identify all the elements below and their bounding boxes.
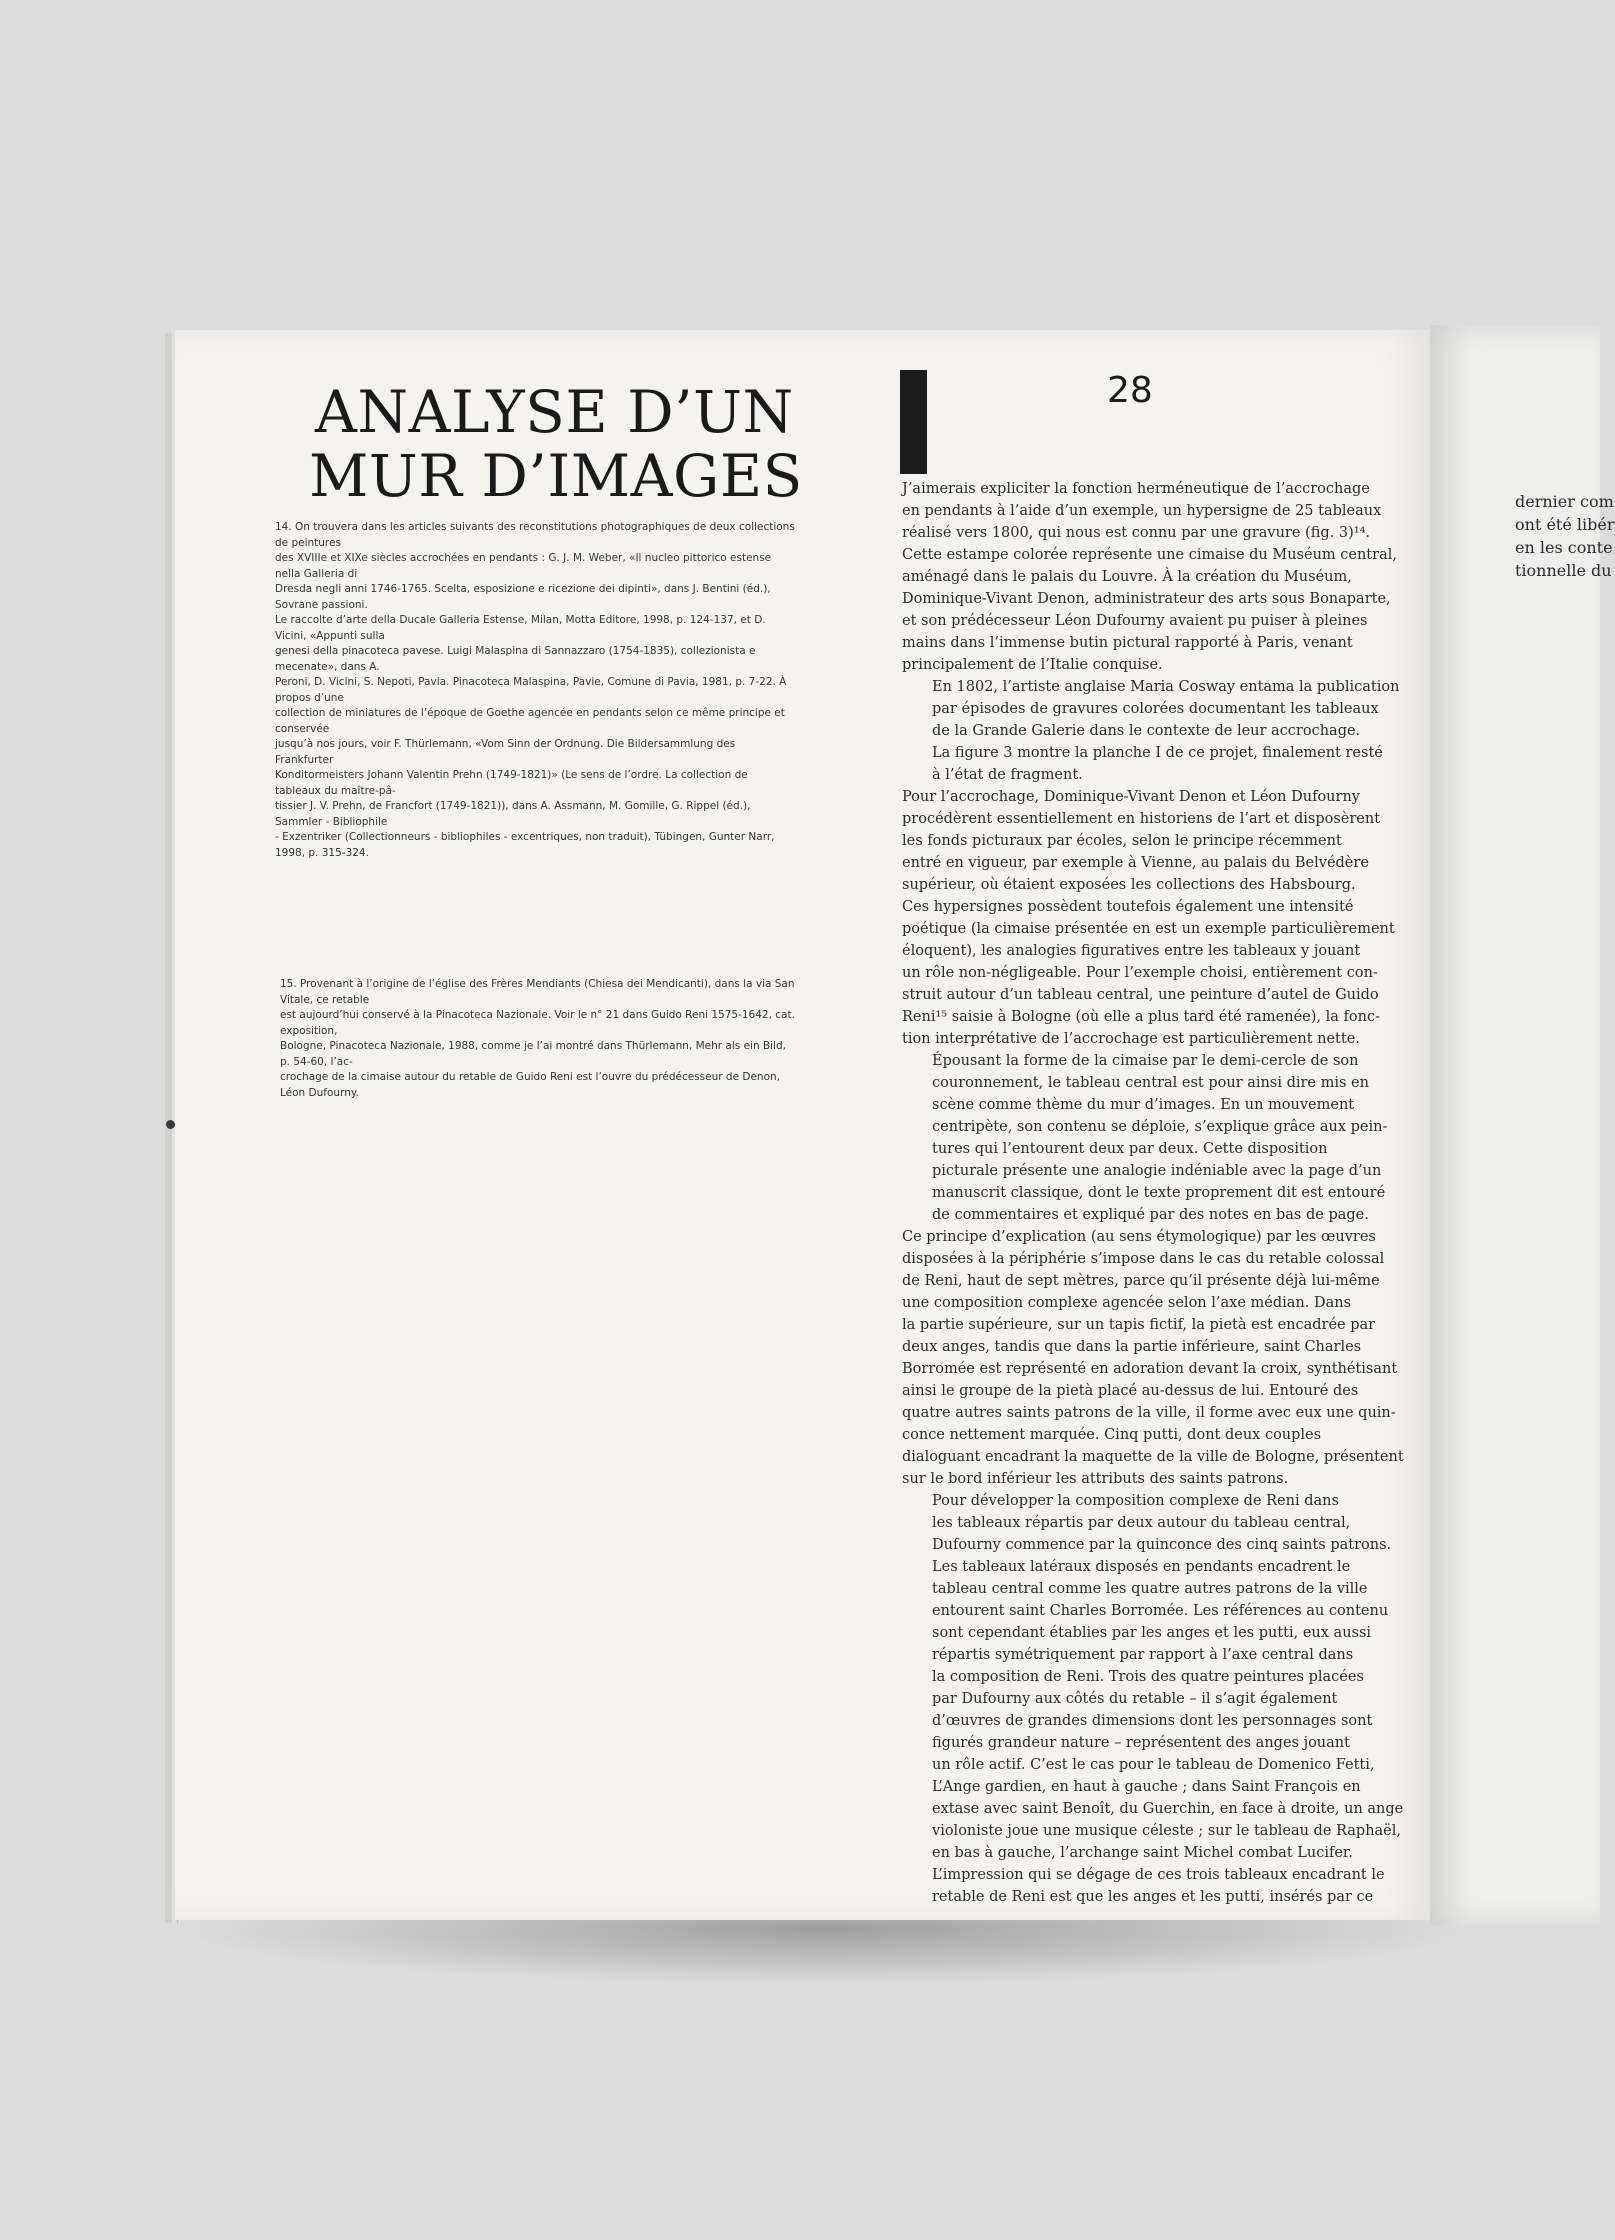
body-line: de commentaires et expliqué par des notes en bas de page. bbox=[932, 1207, 1369, 1223]
text-line: jusqu’à nos jours, voir F. Thürlemann, «Vom Sinn der Ordnung. Die Bildersammlung des Frankfurter bbox=[275, 738, 736, 766]
title-line-1: ANALYSE D’UN bbox=[315, 378, 794, 446]
page-number: 28 bbox=[1107, 370, 1153, 411]
body-line: centripète, son contenu se déploie, s’explique grâce aux pein- bbox=[932, 1119, 1388, 1135]
body-line: d’œuvres de grandes dimensions dont les personnages sont bbox=[932, 1713, 1373, 1729]
body-line: extase avec saint Benoît, du Guerchin, en face à droite, un ange bbox=[932, 1801, 1404, 1817]
body-line: poétique (la cimaise présentée en est un exemple particulièrement bbox=[902, 921, 1395, 937]
body-line: la composition de Reni. Trois des quatre peintures placées bbox=[932, 1669, 1364, 1685]
right-page-line: en les conte bbox=[1515, 538, 1613, 557]
text-line: 15. Provenant à l’origine de l’église des Frères Mendiants (Chiesa dei Mendicanti), dans la via San Vitale, ce retable bbox=[280, 978, 795, 1006]
text-line: Le raccolte d’arte della Ducale Galleria Estense, Milan, Motta Editore, 1998, p. 124-137, et D. Vicini, «Appunti sulla bbox=[275, 614, 766, 642]
text-line: Peroni, D. Vicini, S. Nepoti, Pavia. Pinacoteca Malaspina, Pavie, Comune di Pavia, 1981, p. 7-22. À propos d’une bbox=[275, 676, 787, 704]
text-line: - Exzentriker (Collectionneurs - bibliophiles - excentriques, non traduit), Tübingen, Gunter Narr, 1998, p. 315-324. bbox=[275, 831, 775, 859]
body-line: Les tableaux latéraux disposés en pendants encadrent le bbox=[932, 1559, 1351, 1575]
body-line: Borromée est représenté en adoration devant la croix, synthétisant bbox=[902, 1361, 1398, 1377]
body-line: Dominique-Vivant Denon, administrateur des arts sous Bonaparte, bbox=[902, 591, 1391, 607]
text-line: des XVIIIe et XIXe siècles accrochées en pendants : G. J. M. Weber, «Il nucleo pittorico estense nella Galleria di bbox=[275, 552, 772, 580]
body-line: procédèrent essentiellement en historiens de l’art et disposèrent bbox=[902, 811, 1381, 827]
footnote-15 bbox=[280, 977, 795, 1101]
body-line: un rôle non-négligeable. Pour l’exemple choisi, entièrement con- bbox=[902, 965, 1378, 981]
body-line: et son prédécesseur Léon Dufourny avaient pu puiser à pleines bbox=[902, 613, 1368, 629]
text-line: Konditormeisters Johann Valentin Prehn (1749-1821)» (Le sens de l’ordre. La collection de tableaux du maître-pâ- bbox=[275, 769, 748, 797]
body-line: Pour développer la composition complexe de Reni dans bbox=[932, 1493, 1339, 1509]
body-line: supérieur, où étaient exposées les collections des Habsbourg. bbox=[902, 877, 1356, 893]
body-line: tures qui l’entourent deux par deux. Cette disposition bbox=[932, 1141, 1328, 1157]
footnote-14 bbox=[275, 520, 795, 861]
body-line: couronnement, le tableau central est pour ainsi dire mis en bbox=[932, 1075, 1369, 1091]
body-line: de la Grande Galerie dans le contexte de leur accrochage. bbox=[932, 723, 1361, 739]
body-line: retable de Reni est que les anges et les putti, insérés par ce bbox=[932, 1889, 1374, 1905]
body-line: violoniste joue une musique céleste ; sur le tableau de Raphaël, bbox=[932, 1823, 1402, 1839]
text-line: 14. On trouvera dans les articles suivants des reconstitutions photographiques de deux collections de peintures bbox=[275, 521, 795, 549]
body-line: tion interprétative de l’accrochage est particulièrement nette. bbox=[902, 1031, 1360, 1047]
body-line: répartis symétriquement par rapport à l’axe central dans bbox=[932, 1647, 1354, 1663]
text-line: collection de miniatures de l’époque de Goethe agencée en pendants selon ce même principe et conservée bbox=[275, 707, 785, 735]
body-line: de Reni, haut de sept mètres, parce qu’il présente déjà lui-même bbox=[902, 1273, 1380, 1289]
text-line: est aujourd’hui conservé à la Pinacoteca Nazionale. Voir le n° 21 dans Guido Reni 1575-1642, cat. exposition, bbox=[280, 1009, 795, 1037]
body-line: deux anges, tandis que dans la partie inférieure, saint Charles bbox=[902, 1339, 1362, 1355]
body-line: L’Ange gardien, en haut à gauche ; dans Saint François en bbox=[932, 1779, 1361, 1795]
body-line: aménagé dans le palais du Louvre. À la création du Muséum, bbox=[902, 569, 1352, 585]
body-line: L’impression qui se dégage de ces trois tableaux encadrant le bbox=[932, 1867, 1385, 1883]
body-line: conce nettement marquée. Cinq putti, dont deux couples bbox=[902, 1427, 1322, 1443]
body-line: Dufourny commence par la quinconce des cinq saints patrons. bbox=[932, 1537, 1392, 1553]
body-line: les tableaux répartis par deux autour du tableau central, bbox=[932, 1515, 1351, 1531]
body-line: J’aimerais expliciter la fonction herméneutique de l’accrochage bbox=[902, 481, 1370, 497]
body-line: entourent saint Charles Borromée. Les références au contenu bbox=[932, 1603, 1389, 1619]
spacer bbox=[1430, 325, 1600, 490]
title-line-2: MUR D’IMAGES bbox=[309, 442, 803, 510]
text-line: Bologne, Pinacoteca Nazionale, 1988, comme je l’ai montré dans Thürlemann, Mehr als ein Bild, p. 54-60, l’ac- bbox=[280, 1040, 786, 1068]
body-line: à l’état de fragment. bbox=[932, 767, 1083, 783]
body-line: principalement de l’Italie conquise. bbox=[902, 657, 1163, 673]
body-line: la partie supérieure, sur un tapis fictif, la pietà est encadrée par bbox=[902, 1317, 1376, 1333]
body-line: un rôle actif. C’est le cas pour le tableau de Domenico Fetti, bbox=[932, 1757, 1375, 1773]
body-line: réalisé vers 1800, qui nous est connu par une gravure (fig. 3)¹⁴. bbox=[902, 525, 1370, 541]
body-line: entré en vigueur, par exemple à Vienne, au palais du Belvédère bbox=[902, 855, 1369, 871]
right-page-line: ont été libér bbox=[1515, 515, 1615, 534]
body-line: disposées à la périphérie s’impose dans le cas du retable colossal bbox=[902, 1251, 1385, 1267]
text-line: Dresda negli anni 1746-1765. Scelta, esposizione e ricezione dei dipinti», dans J. Bentini (éd.), Sovrane passioni. bbox=[275, 583, 771, 611]
text-line: genesi della pinacoteca pavese. Luigi Malaspina di Sannazzaro (1754-1835), collezionista e mecenate», dans A. bbox=[275, 645, 756, 673]
body-line: Ce principe d’explication (au sens étymologique) par les œuvres bbox=[902, 1229, 1376, 1245]
magazine-page bbox=[175, 330, 1430, 1920]
body-line: Cette estampe colorée représente une cimaise du Muséum central, bbox=[902, 547, 1397, 563]
right-page-line: dernier com bbox=[1515, 492, 1614, 511]
body-line: mains dans l’immense butin pictural rapporté à Paris, venant bbox=[902, 635, 1353, 651]
text-line: tissier J. V. Prehn, de Francfort (1749-1821)), dans A. Assmann, M. Gomille, G. Rippel (éd.), Sammler - Bibliophile bbox=[275, 800, 751, 828]
article-body bbox=[902, 478, 1582, 1908]
body-line: En 1802, l’artiste anglaise Maria Cosway entama la publication bbox=[932, 679, 1400, 695]
body-line: struit autour d’un tableau central, une peinture d’autel de Guido bbox=[902, 987, 1379, 1003]
body-line: une composition complexe agencée selon l’axe médian. Dans bbox=[902, 1295, 1352, 1311]
binding-hole bbox=[166, 1120, 175, 1129]
right-page-line: tionnelle du bbox=[1515, 561, 1612, 580]
body-line: figurés grandeur nature – représentent des anges jouant bbox=[932, 1735, 1350, 1751]
body-line: dialoguant encadrant la maquette de la ville de Bologne, présentent bbox=[902, 1449, 1404, 1465]
body-line: tableau central comme les quatre autres patrons de la ville bbox=[932, 1581, 1368, 1597]
section-marker-bar bbox=[900, 370, 927, 474]
body-line: Épousant la forme de la cimaise par le demi-cercle de son bbox=[932, 1053, 1359, 1069]
body-line: éloquent), les analogies figuratives entre les tableaux y jouant bbox=[902, 943, 1361, 959]
body-line: manuscrit classique, dont le texte proprement dit est entouré bbox=[932, 1185, 1386, 1201]
body-line: par épisodes de gravures colorées documentant les tableaux bbox=[932, 701, 1379, 717]
body-line: en bas à gauche, l’archange saint Michel combat Lucifer. bbox=[932, 1845, 1353, 1861]
text-line: crochage de la cimaise autour du retable de Guido Reni est l’ouvre du prédécesseur de Denon, Léon Dufourny. bbox=[280, 1071, 780, 1099]
body-line: scène comme thème du mur d’images. En un mouvement bbox=[932, 1097, 1355, 1113]
body-line: Pour l’accrochage, Dominique-Vivant Denon et Léon Dufourny bbox=[902, 789, 1360, 805]
body-line: ainsi le groupe de la pietà placé au-dessus de lui. Entouré des bbox=[902, 1383, 1359, 1399]
body-line: sur le bord inférieur les attributs des saints patrons. bbox=[902, 1471, 1289, 1487]
body-line: par Dufourny aux côtés du retable – il s’agit également bbox=[932, 1691, 1338, 1707]
body-line: les fonds picturaux par écoles, selon le principe récemment bbox=[902, 833, 1342, 849]
body-line: quatre autres saints patrons de la ville, il forme avec eux une quin- bbox=[902, 1405, 1396, 1421]
body-line: sont cependant établies par les anges et les putti, eux aussi bbox=[932, 1625, 1372, 1641]
body-line: en pendants à l’aide d’un exemple, un hypersigne de 25 tableaux bbox=[902, 503, 1382, 519]
body-line: picturale présente une analogie indéniable avec la page d’un bbox=[932, 1163, 1382, 1179]
body-line: La figure 3 montre la planche I de ce projet, finalement resté bbox=[932, 745, 1383, 761]
body-line: Ces hypersignes possèdent toutefois également une intensité bbox=[902, 899, 1354, 915]
body-line: Reni¹⁵ saisie à Bologne (où elle a plus tard été ramenée), la fonc- bbox=[902, 1009, 1380, 1025]
